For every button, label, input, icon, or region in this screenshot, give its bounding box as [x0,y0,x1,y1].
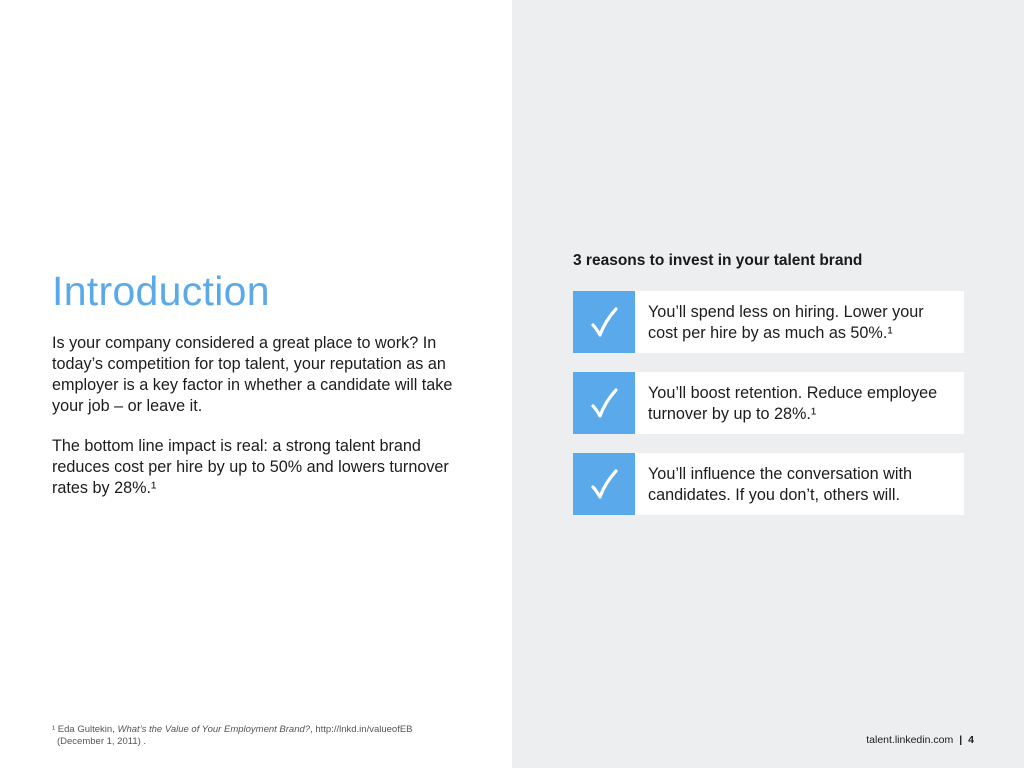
checkmark-icon [590,468,618,500]
reason-card-1 [573,291,964,353]
page-number: 4 [968,734,974,746]
check-box [573,453,635,515]
reason-card-2 [573,372,964,434]
reason-text: You’ll influence the conversation with candidates. If you don’t, others will. [648,465,912,504]
reasons-heading: 3 reasons to invest in your talent brand [573,252,863,269]
footnote-link[interactable]: , http://lnkd.in/valueofEB [310,724,413,735]
footnote-marker: ¹ [52,724,56,735]
footer-site-link[interactable]: talent.linkedin.com [866,734,954,746]
check-box [573,372,635,434]
footnote-title: What’s the Value of Your Employment Brand? [117,724,311,735]
checkmark-icon [590,387,618,419]
footnote-date: (December 1, 2011) . [57,736,147,747]
reason-text: You’ll spend less on hiring. Lower your cost per hire by as much as 50%.¹ [648,303,924,342]
page-footer [866,734,974,746]
intro-paragraph-1: Is your company considered a great place to work? In today’s competition for top talent, your reputation as an employer is a key factor in whether a candidate will take your job – or leave it. [52,334,453,415]
footnote [52,724,413,748]
reason-card-3 [573,453,964,515]
footer-separator: | [959,734,963,746]
intro-paragraph-2: The bottom line impact is real: a strong talent brand reduces cost per hire by up to 50% and lowers turnover rates by 28%.¹ [52,437,449,497]
reason-text: You’ll boost retention. Reduce employee turnover by up to 28%.¹ [648,384,938,423]
footnote-author: Eda Gultekin, [55,724,118,735]
page-title: Introduction [52,268,270,314]
check-box [573,291,635,353]
checkmark-icon [590,306,618,338]
